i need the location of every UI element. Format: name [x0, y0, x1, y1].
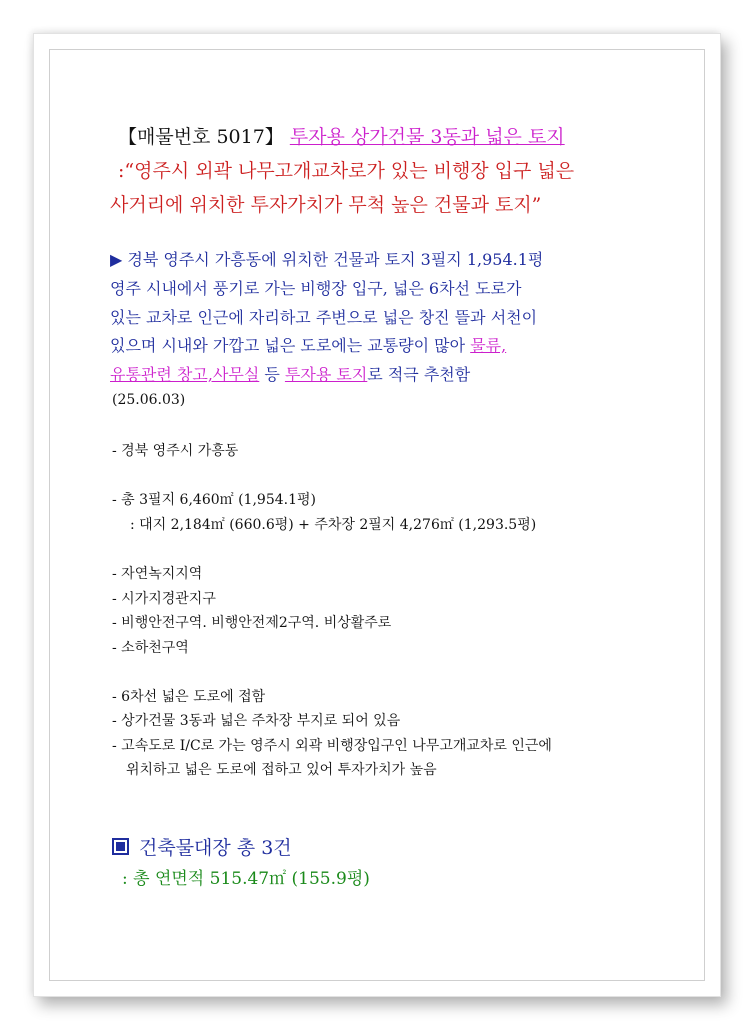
description-line1: ▶ 경북 영주시 가흥동에 위치한 건물과 토지 3필지 1,954.1평 — [110, 250, 544, 269]
building-register-heading — [112, 833, 292, 860]
highlight-warehouse-office: 유통관련 창고,사무실 — [110, 365, 260, 384]
listing-title: 투자용 상가건물 3동과 넓은 토지 — [289, 126, 565, 148]
zone-item: - 비행안전구역. 비행안전제2구역. 비상활주로 — [112, 615, 392, 631]
listing-subtitle-line1: :“영주시 외곽 나무고개교차로가 있는 비행장 입구 넓은 — [118, 160, 575, 182]
detail-area-breakdown: : 대지 2,184㎡ (660.6평) + 주차장 2필지 4,276㎡ (1,293.5평) — [130, 517, 537, 533]
zone-item: - 자연녹지지역 — [112, 566, 203, 582]
feature-item: - 6차선 넓은 도로에 접함 — [112, 689, 266, 705]
zone-item: - 소하천구역 — [112, 640, 189, 656]
highlight-logistics: 물류, — [470, 336, 507, 355]
listing-date: (25.06.03) — [112, 392, 186, 408]
listing-subtitle-line2: 사거리에 위치한 투자가치가 무척 높은 건물과 토지” — [110, 194, 542, 216]
description-line2: 영주 시내에서 풍기로 가는 비행장 입구, 넓은 6차선 도로가 — [110, 279, 522, 298]
description-line5-end: 로 적극 추천함 — [367, 365, 471, 384]
feature-item: - 상가건물 3동과 넓은 주차장 부지로 되어 있음 — [112, 713, 401, 729]
feature-item-continued: 위치하고 넓은 도로에 접하고 있어 투자가치가 높음 — [126, 762, 437, 778]
building-register-title: 건축물대장 총 3건 — [139, 837, 292, 859]
highlight-investment-land: 투자용 토지 — [284, 365, 368, 384]
description-line4 — [110, 333, 506, 356]
detail-area-total: - 총 3필지 6,460㎡ (1,954.1평) — [112, 492, 316, 508]
description-line3: 있는 교차로 인근에 자리하고 주변으로 넓은 창진 뜰과 서천이 — [110, 308, 538, 327]
description-line5 — [110, 362, 470, 385]
listing-number: 【매물번호 5017】 — [118, 126, 284, 148]
detail-location: - 경북 영주시 가흥동 — [112, 443, 239, 459]
filled-square-icon — [112, 838, 129, 855]
description-line4-text: 있으며 시내와 가깝고 넓은 도로에는 교통량이 많아 — [110, 336, 471, 355]
listing-title-line — [118, 122, 565, 149]
feature-item: - 고속도로 I/C로 가는 영주시 외곽 비행장입구인 나무고개교차로 인근에 — [112, 738, 552, 754]
description-line5-mid: 등 — [259, 365, 285, 384]
building-total-area: : 총 연면적 515.47㎡ (155.9평) — [122, 869, 370, 889]
zone-item: - 시가지경관지구 — [112, 591, 216, 607]
